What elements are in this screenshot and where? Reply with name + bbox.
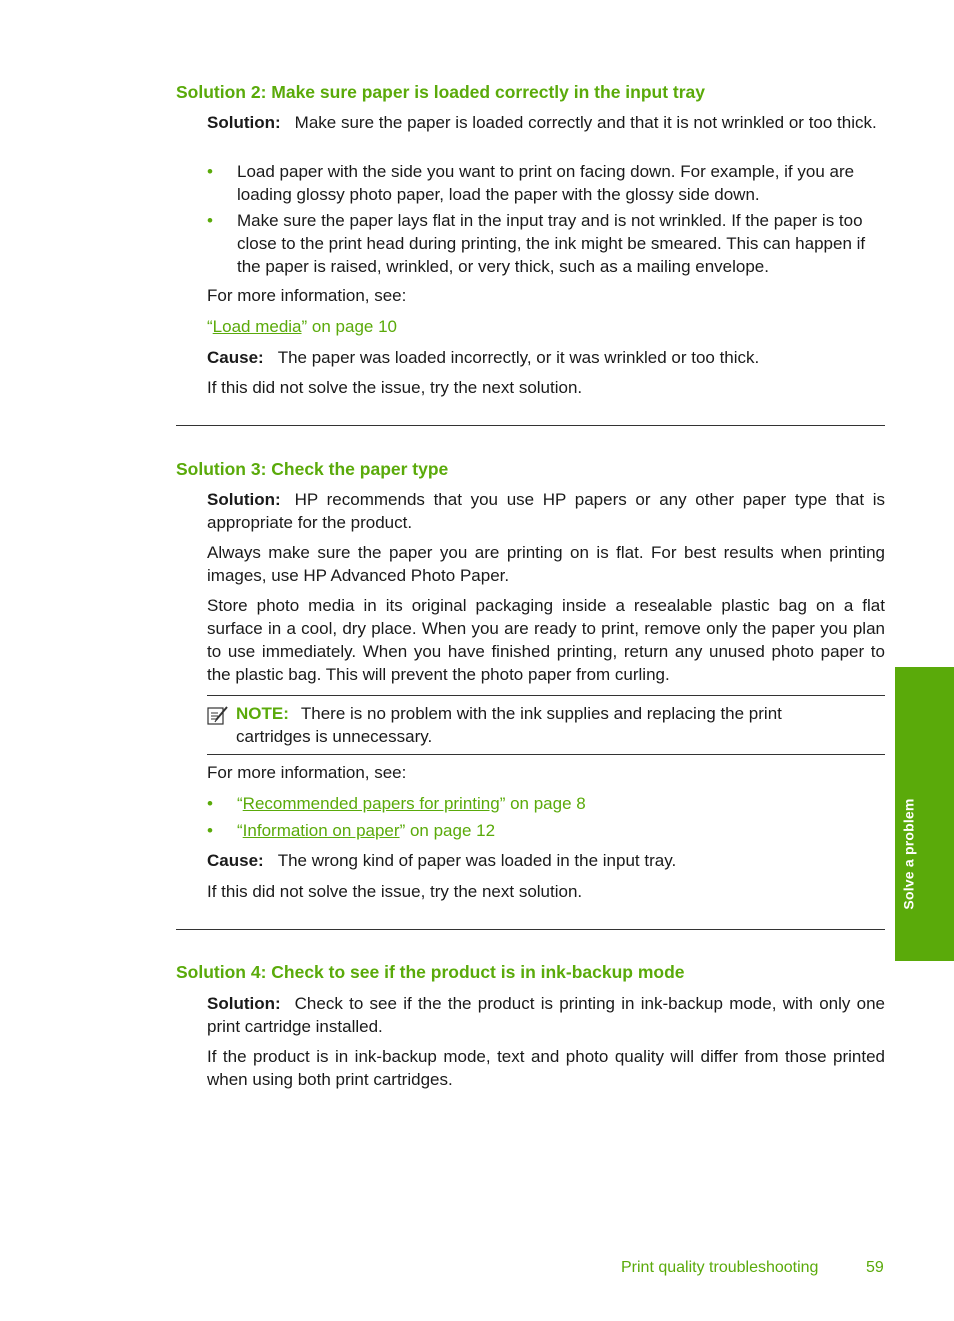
solution-label: Solution: — [207, 113, 281, 132]
solution-2-link-line — [207, 315, 885, 338]
bullet-dot: • — [207, 162, 213, 181]
solution-3-cause — [207, 849, 885, 872]
bullet-dot: • — [207, 211, 213, 230]
solution-4-paragraph-1: If the product is in ink-backup mode, text and photo quality will differ from those printed when using both print cartridges. — [207, 1047, 885, 1089]
side-tab-label: Solve a problem — [900, 798, 916, 910]
section-divider — [176, 425, 885, 426]
solution-2-more-info: For more information, see: — [207, 286, 407, 305]
side-chapter-tab — [895, 667, 954, 961]
solution-3-heading: Solution 3: Check the paper type — [176, 459, 449, 479]
information-on-paper-link[interactable]: “Information on paper” on page 12 — [237, 821, 496, 840]
footer-section-title: Print quality troubleshooting — [621, 1259, 819, 1276]
list-item — [207, 792, 885, 815]
bullet-dot: • — [207, 794, 213, 813]
note-body: There is no problem with the ink supplies and replacing the print cartridges is unnecessary. — [236, 704, 782, 746]
note-box — [207, 695, 885, 755]
section-divider — [176, 929, 885, 930]
page-number: 59 — [866, 1259, 884, 1276]
solution-label: Solution: — [207, 994, 281, 1013]
solution-2-cause-text: The paper was loaded incorrectly, or it was wrinkled or too thick. — [277, 348, 760, 367]
solution-2-cause — [207, 346, 885, 369]
solution-2-solution-text: Make sure the paper is loaded correctly and that it is not wrinkled or too thick. — [294, 113, 877, 132]
recommended-papers-link[interactable]: “Recommended papers for printing” on page 8 — [237, 794, 586, 813]
bullet-dot: • — [207, 821, 213, 840]
solution-2-bullet-list — [207, 160, 885, 281]
list-item — [207, 160, 885, 206]
note-text — [236, 702, 856, 748]
list-item — [207, 819, 885, 842]
solution-4-heading: Solution 4: Check to see if the product is in ink-backup mode — [176, 962, 685, 982]
solution-2-heading: Solution 2: Make sure paper is loaded correctly in the input tray — [176, 82, 706, 102]
list-item — [207, 209, 885, 278]
solution-2-solution — [207, 111, 885, 134]
solution-3-paragraph-2: Store photo media in its original packaging inside a resealable plastic bag on a flat surface in a cool, dry place. When you are ready to print, remove only the paper you plan to use immediately. When you have finished printing, return any unused photo paper to the plastic bag. This will prevent the photo paper from curling. — [207, 596, 885, 684]
solution-3-link-list — [207, 792, 885, 845]
solution-label: Solution: — [207, 490, 281, 509]
load-media-link[interactable]: “Load media” on page 10 — [207, 317, 397, 336]
solution-2-next: If this did not solve the issue, try the next solution. — [207, 378, 583, 397]
solution-3-solution-text: HP recommends that you use HP papers or any other paper type that is appropriate for the product. — [207, 490, 885, 532]
solution-4-solution-text: Check to see if the the product is printing in ink-backup mode, with only one print cartridge installed. — [207, 994, 885, 1036]
solution-3-paragraph-1: Always make sure the paper you are printing on is flat. For best results when printing images, use HP Advanced Photo Paper. — [207, 543, 885, 585]
cause-label: Cause: — [207, 851, 264, 870]
solution-3-next: If this did not solve the issue, try the next solution. — [207, 882, 583, 901]
bullet-text: Load paper with the side you want to print on facing down. For example, if you are loading glossy photo paper, load the paper with the glossy side down. — [237, 162, 855, 204]
solution-3-cause-text: The wrong kind of paper was loaded in the input tray. — [277, 851, 677, 870]
solution-3-more-info: For more information, see: — [207, 763, 407, 782]
solution-4-solution — [207, 992, 885, 1038]
note-label: NOTE: — [236, 704, 289, 723]
cause-label: Cause: — [207, 348, 264, 367]
note-pencil-icon — [207, 705, 229, 725]
bullet-text: Make sure the paper lays flat in the input tray and is not wrinkled. If the paper is too close to the print head during printing, the ink might be smeared. This can happen if the paper is raised, wrinkled, or very thick, such as a mailing envelope. — [237, 211, 866, 276]
solution-3-solution — [207, 488, 885, 534]
